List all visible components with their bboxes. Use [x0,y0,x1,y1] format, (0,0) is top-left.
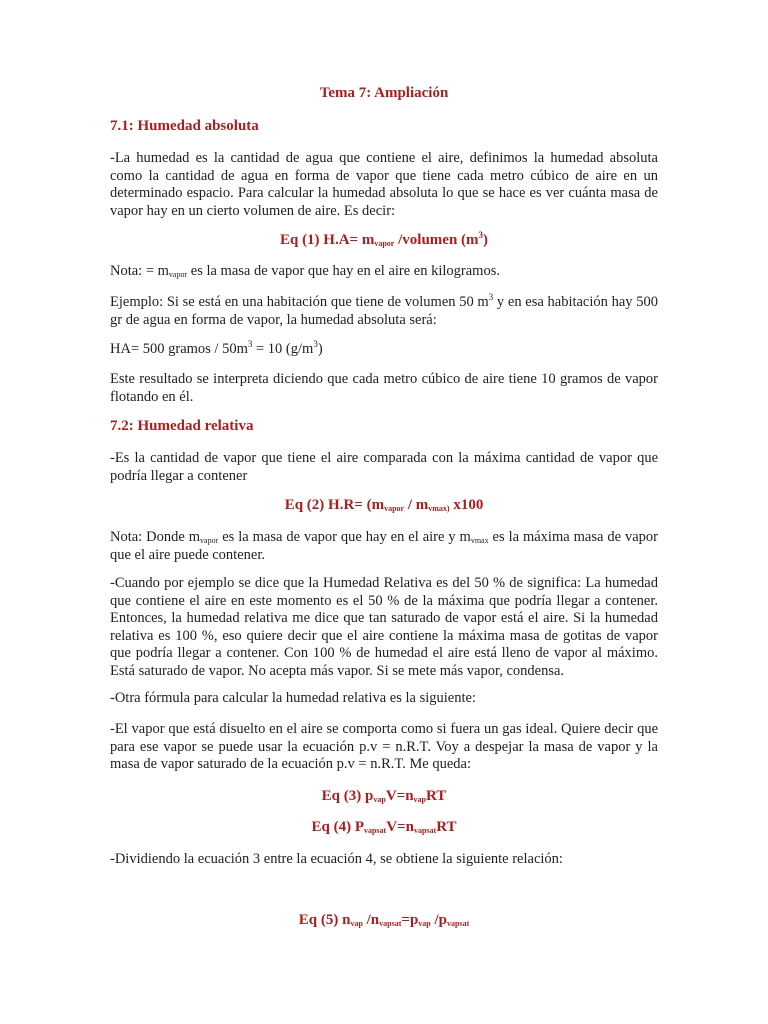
paragraph-intro-humedad-absoluta: -La humedad es la cantidad de agua que contiene el aire, definimos la humedad absoluta como la cantidad de agua en forma de vapor que tiene cada metro cúbico de aire en un determinado espacio. Para calcular la humedad absoluta lo que se hace es ver cuánta masa de vapor hay en un cierto volumen de aire. Es decir: [110,150,658,219]
section-heading-humedad-absoluta: 7.1: Humedad absoluta [110,118,259,134]
paragraph-otra-formula: -Otra fórmula para calcular la humedad relativa es la siguiente: [110,690,476,706]
nota-masa-vapor: Nota: = $m_{vapor}$ es la masa de vapor que hay en el aire en kilogramos. [110,263,500,279]
equation-2: Eq (2) $H.R= (m_{vapor} / m_{vmax)}$ x100 [284,497,484,513]
paragraph-dividiendo: -Dividiendo la ecuación 3 entre la ecuación 4, se obtiene la siguiente relación: [110,851,563,867]
equation-5: Eq (5) $n_{vap}$ $/n_{vapsat}=p_{vap}$ $/p_{vapsat}$ [298,912,470,928]
nota-masa-maxima: Nota: Donde $m_{vapor}$ es la masa de vapor que hay en el aire y $m_{vmax}$ es la máxima masa de vapor que el aire puede contener. [110,529,658,563]
paragraph-interpretacion: Este resultado se interpreta diciendo que cada metro cúbico de aire tiene 10 gramos de vapor flotando en él. [110,371,658,405]
equation-4: Eq (4) $P_{vapsat}V=n_{vapsat}RT$ [311,819,457,835]
paragraph-ejemplo: Ejemplo: Si se está en una habitación que tiene de volumen 50 $m^3$ y en esa habitación hay 500 gr de agua en forma de vapor, la humedad absoluta será: [110,292,658,328]
section-heading-humedad-relativa: 7.2: Humedad relativa [110,418,254,434]
formula-ha-resultado: HA= 500 gramos / $50m^3 = 10$ $(g/m^3)$ [110,339,323,357]
equation-3: Eq (3) $p_{vap}V=n_{vap}RT$ [321,788,447,804]
page-title: Tema 7: Ampliación [319,85,449,101]
paragraph-humedad-50: -Cuando por ejemplo se dice que la Humedad Relativa es del 50 % de significa: La humedad que contiene el aire en este momento es el 50 % de la máxima que podría llegar a contener. Entonces, la humedad relativa me dice que tan saturado de vapor está el aire. Si la humedad relativa es 100 %, eso quiere decir que el aire contiene la máxima masa de gotitas de vapor que podría llegar a contener. Con 100 % de humedad el aire está lleno de vapor al máximo. Está saturado de vapor. No acepta más vapor. Si se mete más vapor, condensa. [110,575,658,679]
paragraph-intro-humedad-relativa: -Es la cantidad de vapor que tiene el aire comparada con la máxima cantidad de vapor que podría llegar a contener [110,450,658,484]
equation-1: Eq (1) $H.A= m_{vapor}$ /volumen $(m^3)$ [279,230,489,248]
paragraph-gas-ideal: -El vapor que está disuelto en el aire se comporta como si fuera un gas ideal. Quiere decir que para ese vapor se puede usar la ecuación p.v = n.R.T. Voy a despejar la masa de vapor y la masa de vapor saturado de la ecuación p.v = n.R.T. Me queda: [110,721,658,772]
